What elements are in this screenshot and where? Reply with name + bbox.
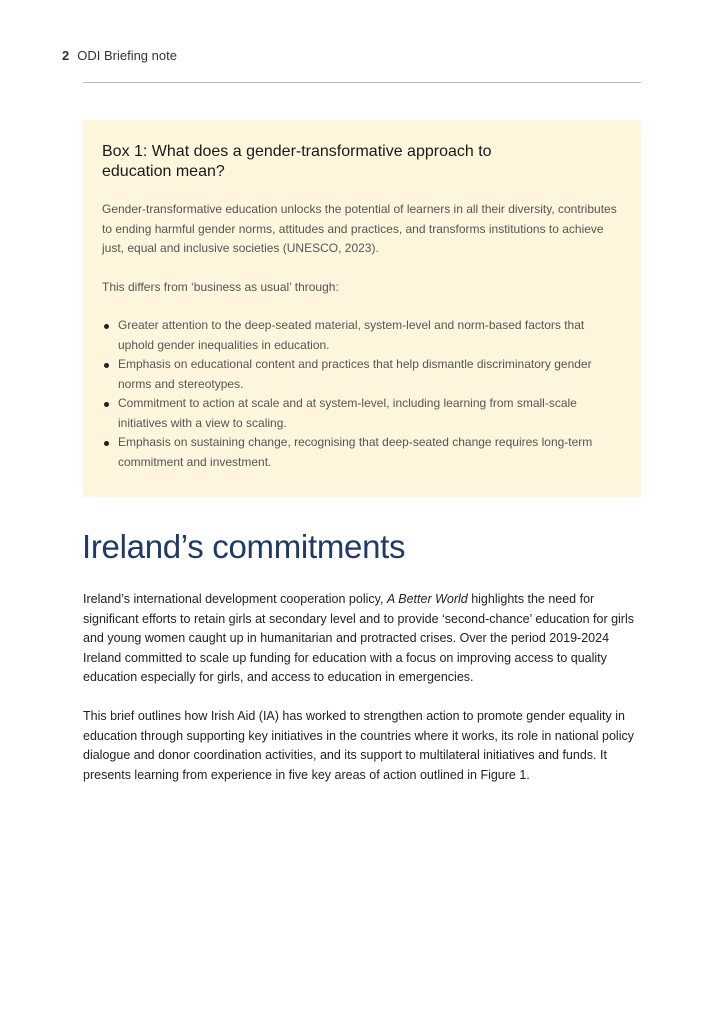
bullet-icon	[104, 363, 109, 368]
bullet-icon	[104, 441, 109, 446]
header-divider	[83, 82, 641, 83]
document-series-title: ODI Briefing note	[77, 48, 177, 63]
body-paragraph-1	[83, 590, 643, 688]
box-title: Box 1: What does a gender-transformative approach to education mean?	[102, 143, 492, 180]
paragraph-text: highlights the need for significant efforts to retain girls at secondary level and to provide ‘second-chance’ education for girls and young women caught up in humanitarian and protracted crises. Over the period 2019-2024 Ireland committed to scale up funding for education with a focus on improving access to quality education especially for girls, and access to education in emergencies.	[83, 592, 634, 685]
list-item	[102, 433, 617, 472]
list-item-text: Greater attention to the deep-seated material, system-level and norm-based factors that uphold gender inequalities in education.	[118, 318, 585, 352]
list-item-text: Commitment to action at scale and at system-level, including learning from small-scale initiatives with a view to scaling.	[118, 396, 577, 430]
list-item-text: Emphasis on sustaining change, recognising that deep-seated change requires long-term commitment and investment.	[118, 435, 593, 469]
list-item	[102, 394, 617, 433]
bullet-icon	[104, 402, 109, 407]
page-number: 2	[62, 48, 70, 63]
page-header	[62, 48, 177, 63]
bullet-icon	[104, 324, 109, 329]
body-paragraph-2: This brief outlines how Irish Aid (IA) has worked to strengthen action to promote gender equality in education through supporting key initiatives in the countries where it works, its role in national policy dialogue and donor coordination activities, and its support to multilateral initiatives and funds. It presents learning from experience in five key areas of action outlined in Figure 1.	[83, 709, 634, 782]
list-item-text: Emphasis on educational content and practices that help dismantle discriminatory gender norms and stereotypes.	[118, 357, 592, 391]
list-item	[102, 316, 617, 355]
list-item	[102, 355, 617, 394]
policy-title: A Better World	[386, 592, 468, 606]
box-bullet-list	[102, 316, 617, 472]
section-heading: Ireland’s commitments	[82, 528, 406, 565]
paragraph-text: Ireland’s international development cooperation policy,	[83, 592, 387, 606]
box-definition-paragraph: Gender-transformative education unlocks the potential of learners in all their diversity, contributes to ending harmful gender norms, attitudes and practices, and transforms institutions to achieve just, equal and inclusive societies (UNESCO, 2023).	[102, 202, 617, 255]
box-1-callout	[83, 120, 641, 497]
box-intro-paragraph: This differs from ‘business as usual’ through:	[102, 279, 339, 294]
